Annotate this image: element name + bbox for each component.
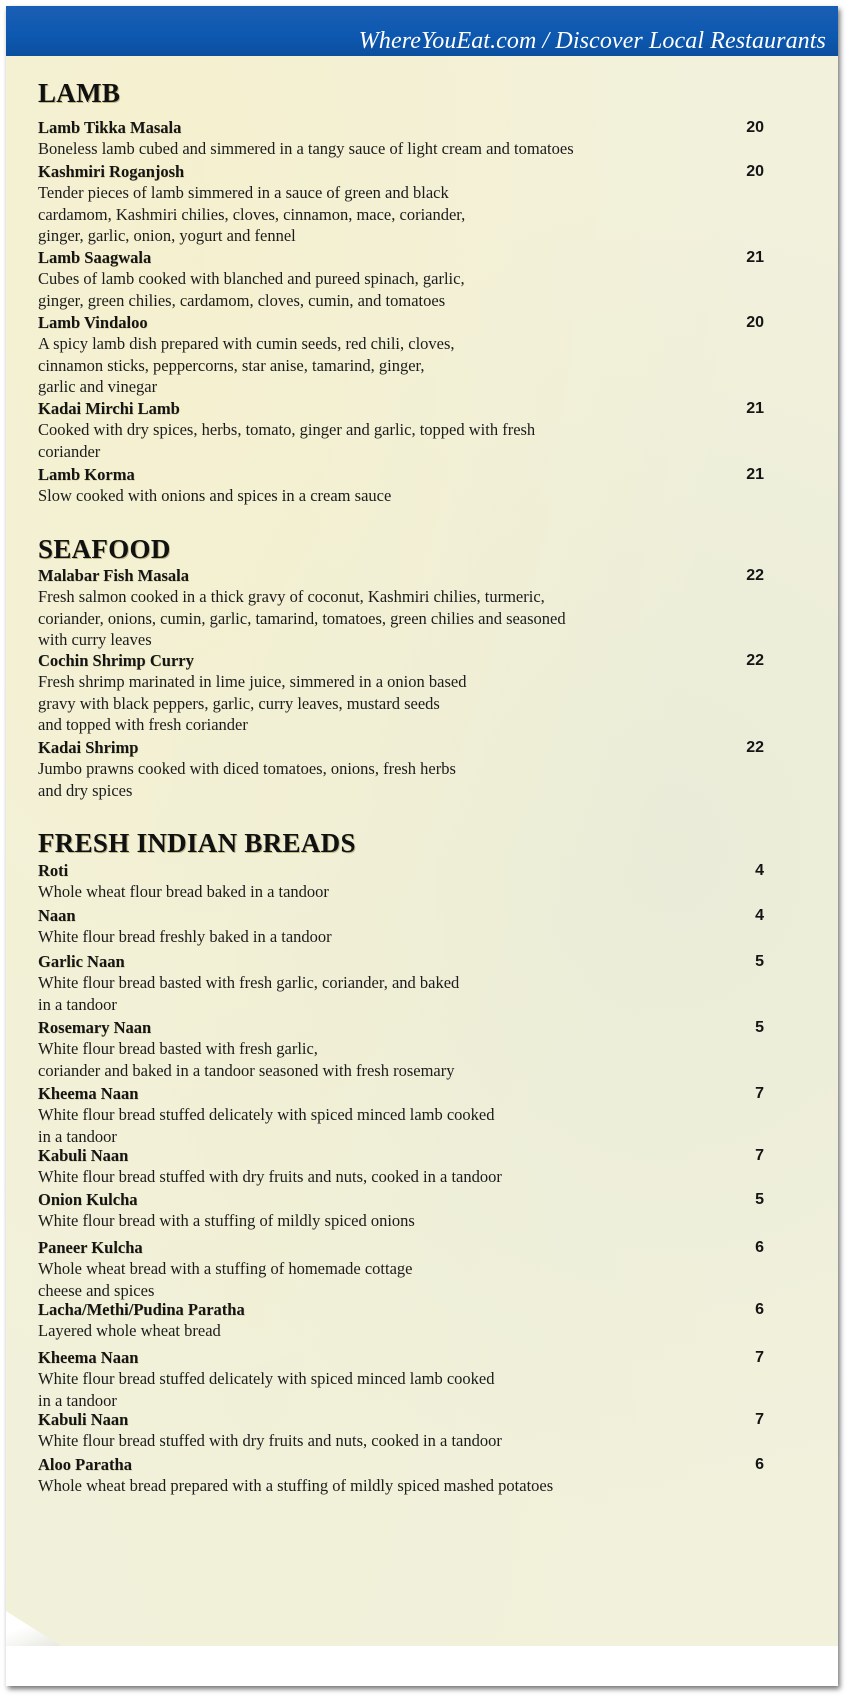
menu-item bbox=[38, 1410, 764, 1452]
menu-item-description-line: with curry leaves bbox=[38, 630, 152, 649]
menu-item-description-line: gravy with black peppers, garlic, curry leaves, mustard seeds bbox=[38, 693, 440, 713]
menu-item bbox=[38, 465, 764, 507]
menu-item bbox=[38, 1146, 764, 1188]
menu-item-description-line: in a tandoor bbox=[38, 1126, 117, 1146]
menu-item-name: Aloo Paratha bbox=[38, 1455, 132, 1474]
menu-item-description-line: coriander bbox=[38, 441, 101, 461]
menu-item-description-line: and topped with fresh coriander bbox=[38, 715, 248, 734]
menu-item-name: Rosemary Naan bbox=[38, 1018, 152, 1037]
menu-item-description-line: cheese and spices bbox=[38, 1280, 155, 1300]
menu-item-price: 7 bbox=[755, 1147, 764, 1164]
menu-item-description-line: in a tandoor bbox=[38, 1390, 117, 1410]
menu-item-name: Malabar Fish Masala bbox=[38, 566, 189, 585]
menu-item bbox=[38, 1018, 764, 1081]
section-title-seafood: SEAFOOD bbox=[38, 534, 171, 564]
menu-item-description-line: cinnamon sticks, peppercorns, star anise, tamarind, ginger, bbox=[38, 355, 425, 375]
menu-item-description-line: White flour bread stuffed with dry fruits and nuts, cooked in a tandoor bbox=[38, 1431, 502, 1450]
menu-item-description-line: Fresh shrimp marinated in lime juice, simmered in a onion based bbox=[38, 672, 467, 691]
menu-item bbox=[38, 1238, 764, 1301]
menu-item-description-line: White flour bread freshly baked in a tandoor bbox=[38, 927, 332, 946]
section-title-fresh-indian-breads: FRESH INDIAN BREADS bbox=[38, 828, 356, 858]
menu-item-description-line: and dry spices bbox=[38, 780, 133, 800]
menu-item bbox=[38, 738, 764, 801]
menu-item bbox=[38, 1455, 764, 1497]
menu-item-name: Kheema Naan bbox=[38, 1348, 139, 1367]
menu-item-description-line: Whole wheat bread with a stuffing of homemade cottage bbox=[38, 1259, 413, 1278]
menu-item-name: Lacha/Methi/Pudina Paratha bbox=[38, 1300, 245, 1319]
menu-item-description-line: Tender pieces of lamb simmered in a sauce of green and black bbox=[38, 183, 449, 202]
menu-item-name: Roti bbox=[38, 861, 69, 880]
menu-item-price: 20 bbox=[746, 119, 764, 136]
menu-item bbox=[38, 118, 764, 160]
menu-item-description-line: Boneless lamb cubed and simmered in a tangy sauce of light cream and tomatoes bbox=[38, 139, 574, 158]
menu-item-description-line: Slow cooked with onions and spices in a cream sauce bbox=[38, 486, 392, 505]
menu-item-description-line: White flour bread basted with fresh garlic, bbox=[38, 1039, 318, 1058]
menu-item-description-line: cardamom, Kashmiri chilies, cloves, cinnamon, mace, coriander, bbox=[38, 204, 466, 224]
menu-item-price: 21 bbox=[746, 249, 764, 266]
site-title[interactable]: WhereYouEat.com / Discover Local Restaurants bbox=[358, 28, 826, 54]
menu-item bbox=[38, 162, 764, 247]
menu-item-name: Onion Kulcha bbox=[38, 1190, 138, 1209]
menu-item-name: Naan bbox=[38, 906, 76, 925]
menu-item-description-line: Whole wheat bread prepared with a stuffing of mildly spiced mashed potatoes bbox=[38, 1476, 554, 1495]
menu-item-name: Lamb Vindaloo bbox=[38, 313, 148, 332]
menu-item-description-line: White flour bread stuffed with dry fruits and nuts, cooked in a tandoor bbox=[38, 1167, 502, 1186]
menu-item bbox=[38, 1190, 764, 1232]
menu-item-description-line: A spicy lamb dish prepared with cumin seeds, red chili, cloves, bbox=[38, 334, 455, 353]
menu-item-name: Kheema Naan bbox=[38, 1084, 139, 1103]
menu-item bbox=[38, 651, 764, 736]
menu-item bbox=[38, 1348, 764, 1411]
menu-item-description-line: White flour bread basted with fresh garlic, coriander, and baked bbox=[38, 973, 460, 992]
menu-item bbox=[38, 566, 764, 651]
menu-item-description-line: White flour bread with a stuffing of mildly spiced onions bbox=[38, 1211, 415, 1230]
menu-item-description-line: coriander and baked in a tandoor seasoned with fresh rosemary bbox=[38, 1060, 455, 1080]
menu-item-name: Kadai Shrimp bbox=[38, 738, 139, 757]
menu-item bbox=[38, 1300, 764, 1342]
menu-item-name: Lamb Saagwala bbox=[38, 248, 152, 267]
menu-item-description-line: White flour bread stuffed delicately with spiced minced lamb cooked bbox=[38, 1369, 495, 1388]
menu-item-price: 5 bbox=[755, 1191, 764, 1208]
menu-item-price: 6 bbox=[755, 1239, 764, 1256]
menu-item-description-line: ginger, garlic, onion, yogurt and fennel bbox=[38, 226, 296, 245]
menu-item-price: 6 bbox=[755, 1301, 764, 1318]
menu-item bbox=[38, 861, 764, 903]
menu-item bbox=[38, 906, 764, 948]
menu-item-description-line: coriander, onions, cumin, garlic, tamarind, tomatoes, green chilies and seasoned bbox=[38, 608, 566, 628]
menu-item-price: 21 bbox=[746, 466, 764, 483]
menu-item-description-line: garlic and vinegar bbox=[38, 377, 158, 396]
menu-item bbox=[38, 1084, 764, 1147]
menu-item-name: Kabuli Naan bbox=[38, 1146, 129, 1165]
menu-item-price: 20 bbox=[746, 314, 764, 331]
menu-item-price: 7 bbox=[755, 1085, 764, 1102]
menu-item-price: 5 bbox=[755, 1019, 764, 1036]
menu-item-price: 4 bbox=[755, 862, 764, 879]
menu-item-price: 22 bbox=[746, 652, 764, 669]
menu-item-name: Paneer Kulcha bbox=[38, 1238, 143, 1257]
menu-item bbox=[38, 399, 764, 462]
menu-item-description-line: in a tandoor bbox=[38, 994, 117, 1014]
menu-item-description-line: White flour bread stuffed delicately with spiced minced lamb cooked bbox=[38, 1105, 495, 1124]
menu-item bbox=[38, 248, 764, 311]
menu-item-price: 22 bbox=[746, 567, 764, 584]
menu-item-description-line: Jumbo prawns cooked with diced tomatoes, onions, fresh herbs bbox=[38, 759, 456, 778]
site-header-banner bbox=[6, 6, 838, 56]
menu-item-name: Lamb Korma bbox=[38, 465, 135, 484]
menu-item-price: 4 bbox=[755, 907, 764, 924]
menu-item-description-line: Whole wheat flour bread baked in a tandoor bbox=[38, 882, 329, 901]
menu-item-description-line: Layered whole wheat bread bbox=[38, 1321, 221, 1340]
menu-item-price: 5 bbox=[755, 953, 764, 970]
menu-item-price: 21 bbox=[746, 400, 764, 417]
menu-item bbox=[38, 313, 764, 398]
menu-item-price: 7 bbox=[755, 1349, 764, 1366]
menu-item-description-line: ginger, green chilies, cardamom, cloves, cumin, and tomatoes bbox=[38, 290, 446, 310]
menu-item-name: Garlic Naan bbox=[38, 952, 125, 971]
menu-item bbox=[38, 952, 764, 1015]
menu-item-description-line: Cooked with dry spices, herbs, tomato, ginger and garlic, topped with fresh bbox=[38, 420, 536, 439]
menu-item-price: 6 bbox=[755, 1456, 764, 1473]
menu-item-name: Kabuli Naan bbox=[38, 1410, 129, 1429]
menu-item-description-line: Fresh salmon cooked in a thick gravy of coconut, Kashmiri chilies, turmeric, bbox=[38, 587, 545, 606]
menu-item-name: Lamb Tikka Masala bbox=[38, 118, 182, 137]
menu-item-price: 20 bbox=[746, 163, 764, 180]
menu-item-price: 22 bbox=[746, 739, 764, 756]
section-title-lamb: LAMB bbox=[38, 78, 121, 108]
menu-item-description-line: Cubes of lamb cooked with blanched and pureed spinach, garlic, bbox=[38, 269, 465, 288]
menu-item-price: 7 bbox=[755, 1411, 764, 1428]
menu-item-name: Kadai Mirchi Lamb bbox=[38, 399, 180, 418]
menu-item-name: Kashmiri Roganjosh bbox=[38, 162, 185, 181]
menu-item-name: Cochin Shrimp Curry bbox=[38, 651, 194, 670]
